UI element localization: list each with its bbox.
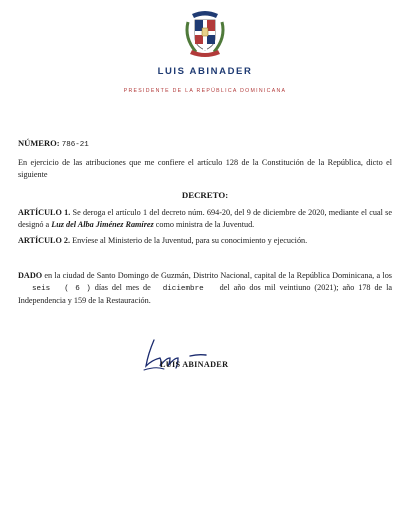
decree-number-value: 786-21 xyxy=(61,141,89,149)
decree-number-label: NÚMERO: xyxy=(18,138,60,148)
given-text-2: días del mes de xyxy=(94,282,151,292)
given-text-1: en la ciudad de Santo Domingo de Guzmán, Distrito Nacional, capital de la República Dominicana, a los xyxy=(42,271,392,280)
article-1-text-after: como ministra de la Juventud. xyxy=(153,219,255,229)
given-label: DADO xyxy=(18,271,43,280)
article-1 xyxy=(18,207,392,230)
given-clause xyxy=(18,270,392,307)
article-2 xyxy=(18,235,392,247)
article-1-text-before: Se deroga el artículo 1 del decreto núm. 694-20, del 9 de diciembre de 2020, mediante el cual se designó a xyxy=(18,208,392,229)
article-2-text: Envíese al Ministerio de la Juventud, para su conocimiento y ejecución. xyxy=(70,236,308,245)
decree-heading: DECRETO: xyxy=(181,190,229,200)
president-title: PRESIDENTE DE LA REPÚBLICA DOMINICANA xyxy=(123,88,287,94)
signer-name: LUIS ABINADER xyxy=(160,360,229,369)
dominican-coat-of-arms-icon xyxy=(182,8,228,60)
article-1-person: Luz del Alba Jiménez Ramírez xyxy=(51,219,154,229)
preamble: En ejercicio de las atribuciones que me confiere el artículo 128 de la Constitución de la República, dicto el siguiente xyxy=(18,158,392,179)
article-1-label: ARTÍCULO 1. xyxy=(18,208,71,217)
given-text-3: del año dos mil veintiuno (2021); año 178 de la Independencia y 159 de la Restauración. xyxy=(18,282,393,306)
article-2-label: ARTÍCULO 2. xyxy=(18,236,71,245)
decree-number xyxy=(18,138,89,149)
president-name: LUIS ABINADER xyxy=(157,66,253,77)
given-day-number: ( 6 ) xyxy=(64,284,91,293)
given-month: diciembre xyxy=(162,284,204,293)
given-day-word: seis xyxy=(32,284,51,293)
